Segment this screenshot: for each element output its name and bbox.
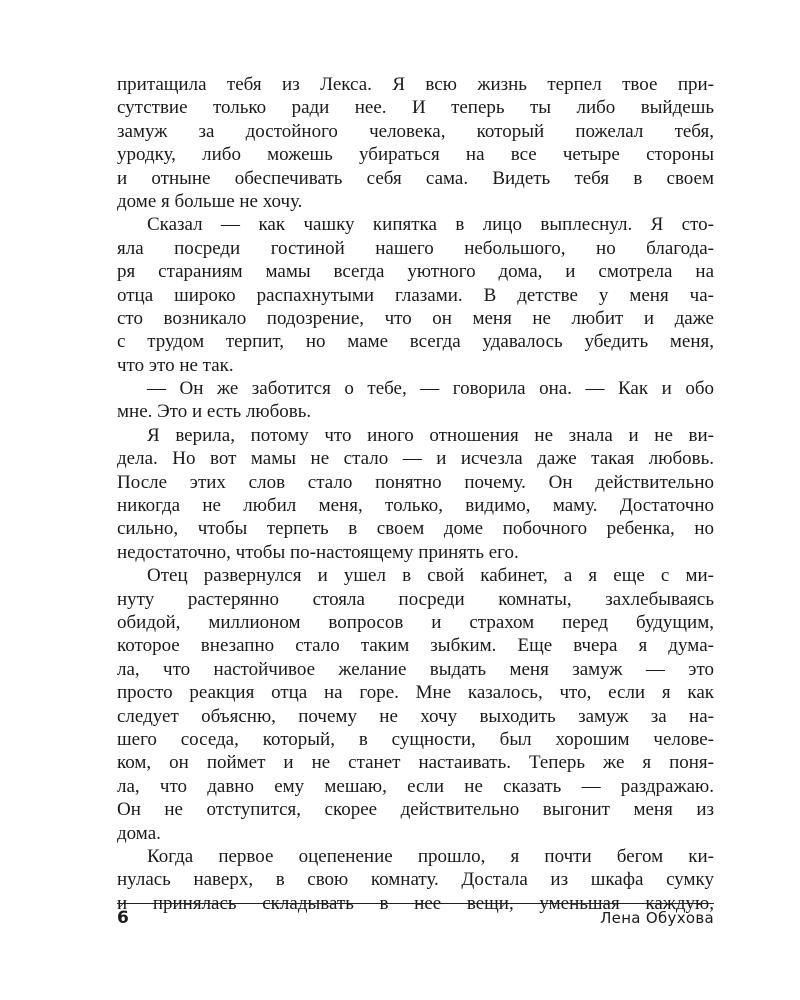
text-line: — Он же заботится о тебе, — говорила она. — Как и обо xyxy=(147,378,714,400)
text-line: После этих слов стало понятно почему. Он действительно xyxy=(117,471,714,493)
footer-divider xyxy=(117,903,714,904)
text-line: которое внезапно стало таким зыбким. Еще вчера я думa- xyxy=(117,635,714,657)
text-line: дела. Но вот мамы не стало — и исчезла даже такая любовь. xyxy=(117,448,714,470)
running-footer-author: Лена Обухова xyxy=(600,909,714,927)
text-line: с трудом терпит, но маме всегда удавалось убедить меня, xyxy=(117,331,714,353)
text-line: отца широко распахнутыми глазами. В детстве у меня ча- xyxy=(117,284,714,306)
text-line: нуту растерянно стояла посреди комнаты, захлебываясь xyxy=(117,588,714,610)
text-line: притащила тебя из Лекса. Я всю жизнь терпел твое при- xyxy=(117,74,714,95)
text-line: ла, что давно ему мешаю, если не сказать — раздражаю. xyxy=(117,775,714,797)
text-line: просто реакция отца на горе. Мне казалось, что, если я как xyxy=(117,682,714,704)
text-line: ком, он поймет и не станет настаивать. Теперь же я поня- xyxy=(117,752,714,774)
text-line: сто возникало подозрение, что он меня не любит и даже xyxy=(117,307,714,329)
text-line: обидой, миллионом вопросов и страхом перед будущим, xyxy=(117,611,714,633)
text-line: дома. xyxy=(117,822,161,844)
text-line: яла посреди гостиной нашего небольшого, но благода- xyxy=(117,237,714,259)
page-number: 6 xyxy=(117,908,129,928)
text-line: Сказал — как чашку кипятка в лицо выплеснул. Я сто- xyxy=(147,214,714,236)
text-line: нулась наверх, в свою комнату. Достала из шкафа сумку xyxy=(117,869,714,891)
body-text xyxy=(117,73,714,915)
text-line: и принялась складывать в нее вещи, уменьшая каждую, xyxy=(117,892,714,914)
text-line: доме я больше не хочу. xyxy=(117,190,303,212)
text-line: и отныне обеспечивать себя сама. Видеть тебя в своем xyxy=(117,167,714,189)
text-line: сутствие только ради нее. И теперь ты либо выйдешь xyxy=(117,97,714,119)
text-line: что это не так. xyxy=(117,354,234,376)
text-line: ря стараниям мамы всегда уютного дома, и смотрела на xyxy=(117,261,714,283)
text-line: Отец развернулся и ушел в свой кабинет, а я еще с ми- xyxy=(147,565,714,587)
text-line: следует объясню, почему не хочу выходить замуж за на- xyxy=(117,705,714,727)
text-line: Он не отступится, скорее действительно выгонит меня из xyxy=(117,799,714,821)
text-line: Когда первое оцепенение прошло, я почти бегом ки- xyxy=(147,845,714,867)
text-line: шего соседа, который, в сущности, был хорошим челове- xyxy=(117,728,714,750)
text-line: сильно, чтобы терпеть в своем доме побочного ребенка, но xyxy=(117,518,714,540)
text-line: уродку, либо можешь убираться на все четыре стороны xyxy=(117,144,714,166)
text-line: Я верила, потому что иного отношения не знала и не ви- xyxy=(147,424,714,446)
text-line: замуж за достойного человека, который пожелал тебя, xyxy=(117,120,714,142)
text-line: ла, что настойчивое желание выдать меня замуж — это xyxy=(117,658,714,680)
text-line: недостаточно, чтобы по-настоящему принять его. xyxy=(117,541,519,563)
text-line: мне. Это и есть любовь. xyxy=(117,401,312,423)
text-line: никогда не любил меня, только, видимо, маму. Достаточно xyxy=(117,495,714,517)
